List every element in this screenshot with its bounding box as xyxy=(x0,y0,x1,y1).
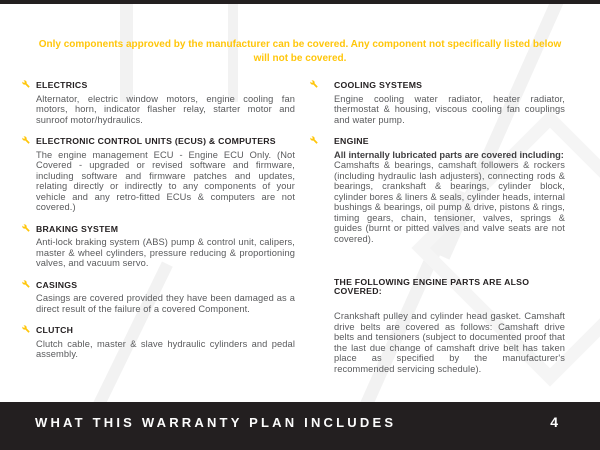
section-title: ELECTRICS xyxy=(36,80,88,90)
section-ecus-computers xyxy=(22,136,295,213)
spanner-icon xyxy=(22,325,30,334)
spanner-icon xyxy=(22,136,30,145)
section-title: COOLING SYSTEMS xyxy=(334,80,423,90)
section-body: Camshafts & bearings, camshaft followers & rockers (including hydraulic lash adjusters), connecting rods & bearings, crankshaft & bearings, cylinder block, cylinder bores & liners & seals, cylinder heads, internal bushings & bearings, oil pump & drive, pistons & rings, timing gears, chain, tensioner, valves, springs & guides (burnt or pitted valves and valve seats are not covered). xyxy=(334,160,565,244)
section-body: Anti-lock braking system (ABS) pump & control unit, calipers, master & wheel cylinders, pressure reducing & proportioning valves, and vacuum servo. xyxy=(36,237,295,268)
section-title: ENGINE xyxy=(334,136,369,146)
also-covered-body: Crankshaft pulley and cylinder head gasket. Camshaft drive belts are covered as follows: Camshaft drive belts and tensioners (subject to documented proof that the last due change of camshaft drive belt has taken place as specified by the manufacturer's recommended servicing schedule). xyxy=(334,311,565,374)
spanner-icon xyxy=(310,80,318,89)
footer-bar xyxy=(0,402,600,450)
section-title: CASINGS xyxy=(36,279,78,290)
section-body: Alternator, electric window motors, engine cooling fan motors, horn, indicator flasher relay, starter motor and sunroof motor/hydraulics. xyxy=(36,93,295,125)
section-title: BRAKING SYSTEM xyxy=(36,223,119,234)
section-casings xyxy=(22,280,295,315)
section-subheading: All internally lubricated parts are covered including: xyxy=(334,149,564,160)
footer-title: WHAT THIS WARRANTY PLAN INCLUDES xyxy=(35,415,397,430)
also-covered-heading: THE FOLLOWING ENGINE PARTS ARE ALSO COVERED: xyxy=(334,277,530,296)
section-braking-system xyxy=(22,224,295,269)
section-title: CLUTCH xyxy=(36,325,74,335)
section-body: The engine management ECU - Engine ECU Only. (Not Covered - upgraded or revised software and firmware, including software and firmware patches and updates, relating directly or indirectly to any components of your vehicle and any retro-fitted ECUs & computers are not covered.) xyxy=(36,149,295,212)
section-engine xyxy=(310,136,565,244)
spanner-icon xyxy=(22,224,30,233)
page-number: 4 xyxy=(550,414,558,430)
section-body: Clutch cable, master & slave hydraulic cylinders and pedal assembly. xyxy=(36,338,295,359)
section-title: ELECTRONIC CONTROL UNITS (ECUS) & COMPUTERS xyxy=(36,136,276,146)
coverage-notice: Only components approved by the manufacturer can be covered. Any component not specifically listed below will not be covered. xyxy=(38,39,562,64)
section-electrics xyxy=(22,80,295,125)
spanner-icon xyxy=(22,280,30,289)
spanner-icon xyxy=(310,136,318,145)
section-body: Casings are covered provided they have been damaged as a direct result of the failure of a covered Component. xyxy=(36,293,295,314)
section-body: Engine cooling water radiator, heater radiator, thermostat & housing, viscous cooling fan couplings and water pump. xyxy=(334,93,565,125)
top-accent-bar xyxy=(0,0,600,4)
left-column xyxy=(22,80,295,371)
right-column xyxy=(310,80,565,374)
section-cooling-systems xyxy=(310,80,565,125)
section-clutch xyxy=(22,325,295,360)
spanner-icon xyxy=(22,80,30,89)
